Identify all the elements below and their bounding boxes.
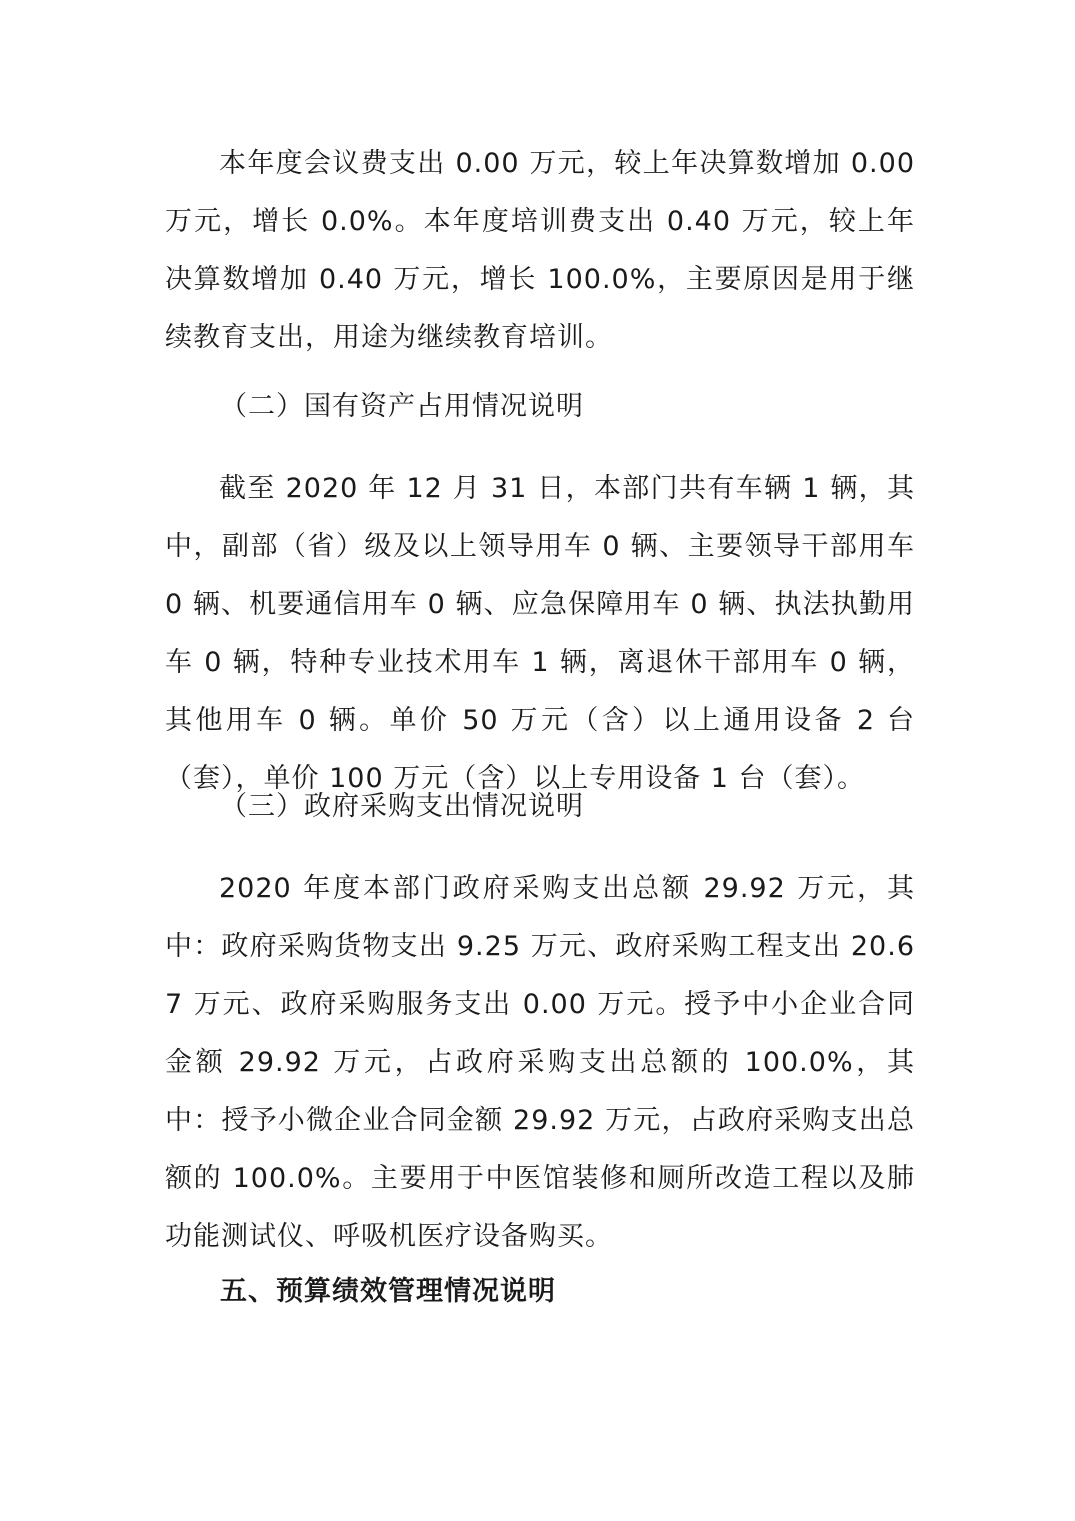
paragraph-state-assets: 截至 2020 年 12 月 31 日，本部门共有车辆 1 辆，其中，副部（省）级及以上领导用车 0 辆、主要领导干部用车 0 辆、机要通信用车 0 辆、应急保障用车 0 辆、执法执勤用车 0 辆，特种专业技术用车 1 辆，离退休干部用车 0 辆，其他用车 0 辆。单价 50 万元（含）以上通用设备 2 台（套），单价 100 万元（含）以上专用设备 1 台（套）。 [165,473,915,794]
heading-performance: 五、预算绩效管理情况说明 [220,1276,556,1307]
paragraph-procurement: 2020 年度本部门政府采购支出总额 29.92 万元，其中：政府采购货物支出 9.25 万元、政府采购工程支出 20.67 万元、政府采购服务支出 0.00 万元。授予中小企业合同金额 29.92 万元，占政府采购支出总额的 100.0%，其中：授予小微企业合同金额 29.92 万元，占政府采购支出总额的 100.0%。主要用于中医馆装修和厕所改造工程以及肺功能测试仪、呼吸机医疗设备购买。 [165,873,915,1252]
heading-state-assets: （二）国有资产占用情况说明 [220,391,584,422]
paragraph-meeting-training: 本年度会议费支出 0.00 万元，较上年决算数增加 0.00 万元，增长 0.0%。本年度培训费支出 0.40 万元，较上年决算数增加 0.40 万元，增长 100.0%，主要原因是用于继续教育支出，用途为继续教育培训。 [165,148,915,353]
heading-procurement: （三）政府采购支出情况说明 [220,791,584,822]
